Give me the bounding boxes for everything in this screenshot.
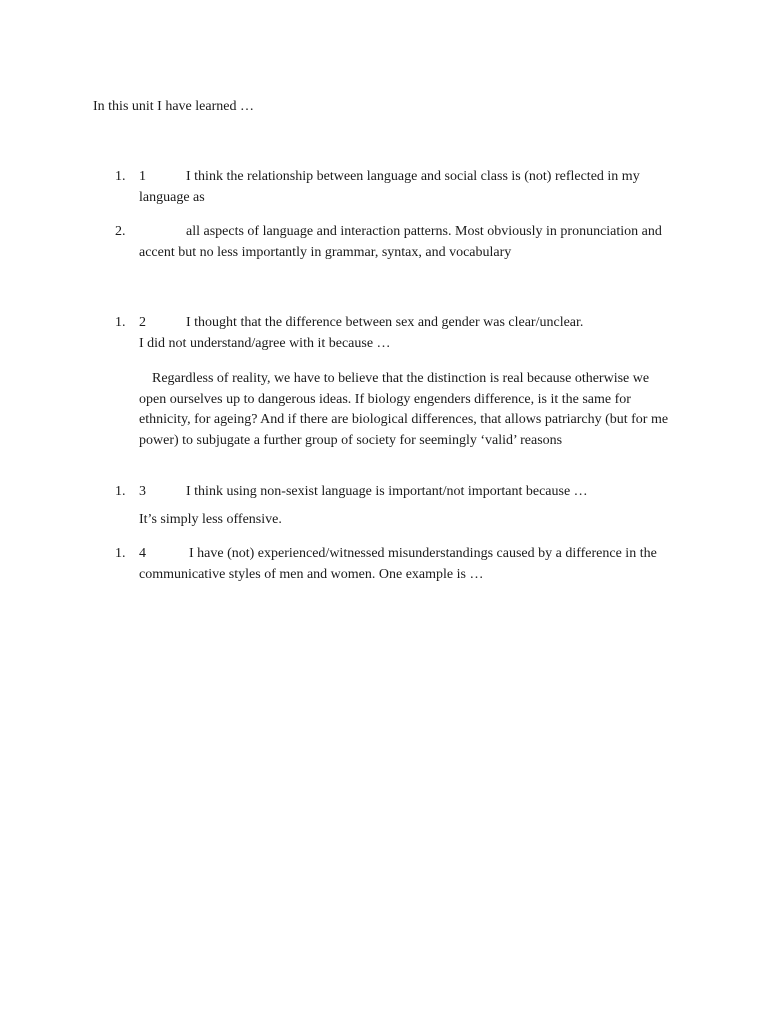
list-marker: 1. <box>115 315 126 330</box>
item-prompt-line2: I did not understand/agree with it because … <box>139 336 391 351</box>
item-number: 3 <box>139 484 146 499</box>
list-marker: 1. <box>115 546 126 561</box>
item-number: 4 <box>139 546 146 561</box>
intro-heading: In this unit I have learned … <box>93 99 254 114</box>
item-number: 2 <box>139 315 146 330</box>
item-prompt-line1: I thought that the difference between sex and gender was clear/unclear. <box>186 315 584 330</box>
prompt-text: I think the relationship between language and social class is (not) reflected in my language as <box>139 169 640 205</box>
item-answer <box>139 369 673 451</box>
item-prompt <box>139 167 679 208</box>
answer-text: all aspects of language and interaction patterns. Most obviously in pronunciation and accent but no less importantly in grammar, syntax, and vocabulary <box>139 224 662 260</box>
item-answer <box>139 222 679 263</box>
list-marker: 1. <box>115 169 126 184</box>
item-prompt: I think using non-sexist language is important/not important because … <box>186 484 588 499</box>
item-number: 1 <box>139 169 146 184</box>
list-marker: 2. <box>115 224 126 239</box>
prompt-text: I have (not) experienced/witnessed misunderstandings caused by a difference in the communicative styles of men and women. One example is … <box>139 546 657 582</box>
item-answer: It’s simply less offensive. <box>139 512 282 527</box>
list-marker: 1. <box>115 484 126 499</box>
answer-text: Regardless of reality, we have to believe that the distinction is real because otherwise we open ourselves up to dangerous ideas. If biology engenders difference, is it the same for ethnicity, for ageing? And if there are biological differences, that allows patriarchy (but for me power) to subjugate a further group of society for seemingly ‘valid’ reasons <box>139 371 669 448</box>
item-prompt <box>139 544 679 585</box>
